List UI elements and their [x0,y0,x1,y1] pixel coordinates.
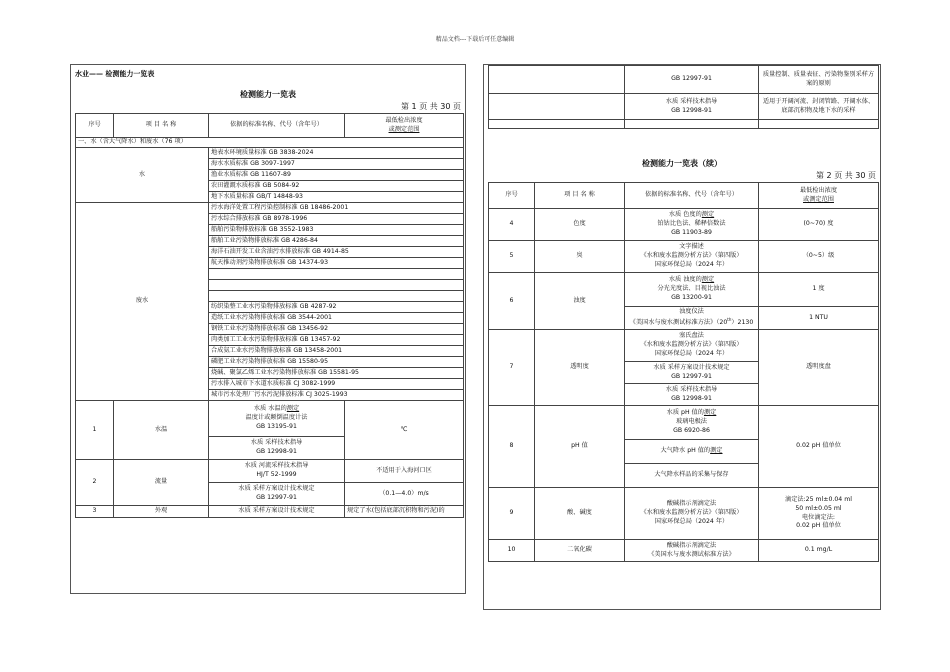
water-standard: 地表水环境质量标准 GB 3838-2024 [209,148,464,159]
range-cell: 规定了水(包括底部沉积物和污泥)的 [345,506,464,518]
water-standard: 农田灌溉水质标准 GB 5084-92 [209,181,464,192]
col-header-no: 序号 [76,114,114,138]
page-1 [70,64,466,594]
row-number: 7 [489,330,535,406]
waste-standard [209,291,464,302]
table-row [489,488,879,540]
range-cell: 透明度盘 [759,330,879,406]
range-cell: 1 NTU [759,307,879,330]
standard-cell: 酸碱指示剂滴定法 《美国水与废水测试标准方法》 [625,540,759,562]
blank-cell [489,94,625,120]
waste-standard: 污水海洋处置工程污染控制标准 GB 18486-2001 [209,203,464,214]
standard-cell: 水质 采样方案设计技术规定 GB 12997-91 [209,483,345,506]
row-number: 2 [76,460,114,506]
page-title: 检测能力一览表 [240,90,296,99]
table-row [76,401,464,437]
table-header-row [76,114,464,138]
page-title: 检测能力一览表（续） [642,159,722,168]
blank-cell [759,120,879,129]
row-number: 1 [76,401,114,460]
standard-cell: 塞氏盘法 《水和废水监测分析方法》（第四版） 国家环保总局（2024 年） [625,330,759,362]
item-name: 水温 [114,401,209,460]
water-standard: 海水水质标准 GB 3097-1997 [209,159,464,170]
row-number: 10 [489,540,535,562]
desc-cell: 适用于开阔河流、封闭管路、开阔水体、底部沉积物及地下水的采样 [759,94,879,120]
item-name: 浊度 [535,273,625,330]
row-number: 4 [489,209,535,241]
standard-cell: 水质 色度的测定 铂钴比色法、稀释倍数法 GB 11903-89 [625,209,759,241]
table-row [489,330,879,362]
standard-cell: 水质 浊度的测定 分光光度法、目视比浊法 GB 13200-91 [625,273,759,307]
row-number: 8 [489,406,535,488]
item-name: 二氧化碳 [535,540,625,562]
col-header-range: 最低检出浓度 或测定范围 [759,183,879,209]
item-name: 酸、碱度 [535,488,625,540]
col-header-standard: 依据的标准名称、代号（含年号） [625,183,759,209]
range-cell: （0~5）级 [759,241,879,273]
item-name: 流量 [114,460,209,506]
waste-standard [209,280,464,291]
item-name: 臭 [535,241,625,273]
range-cell: 0.1 mg/L [759,540,879,562]
row-number: 5 [489,241,535,273]
col-header-item: 项 目 名 称 [114,114,209,138]
table-row [76,460,464,483]
range-cell: (0~70) 度 [759,209,879,241]
row-number: 6 [489,273,535,330]
waste-standard: 海洋石油开发工业含油污水排放标准 GB 4914-85 [209,247,464,258]
continued-table [488,65,879,129]
capability-table [75,113,464,518]
range-cell: ℃ [345,401,464,460]
waste-standard: 烧碱、聚氯乙烯工业水污染物排放标准 GB 15581-95 [209,368,464,379]
waste-standard [209,269,464,280]
page-number: 第 2 页 共 30 页 [816,171,876,180]
standard-cell: 水质 水温的测定 温度计或颠倒温度计法 GB 13195-91 [209,401,345,437]
water-standard: 渔业水质标准 GB 11607-89 [209,170,464,181]
waste-standard: 城市污水处理厂污水污泥排放标准 CJ 3025-1993 [209,390,464,401]
table-header-row [489,183,879,209]
document-header-note: 精品文档---下载后可任意编辑 [435,36,515,43]
col-header-range: 最低检出浓度 或测定范围 [345,114,464,138]
waste-standard: 污水综合排放标准 GB 8978-1996 [209,214,464,225]
waste-standard: 纺织染整工业水污染物排放标准 GB 4287-92 [209,302,464,313]
range-cell: 滴定法:25 ml±0.04 ml 50 ml±0.05 ml 电位滴定法: 0.02 pH 值单位 [759,488,879,540]
waste-standard: 船舶污染物排放标准 GB 3552-1983 [209,225,464,236]
standard-cell: 大气降水样品的采集与保存 [625,464,759,488]
standard-cell: 水质 pH 值的测定 玻璃电极法 GB 6920-86 [625,406,759,440]
page-2 [483,64,881,610]
water-label: 水 [76,148,209,203]
waste-standard: 污水排入城市下水道水质标准 CJ 3082-1999 [209,379,464,390]
waste-standard: 船舶工业污染物排放标准 GB 4286-84 [209,236,464,247]
desc-cell: 质量控制、质量表征、污染物鉴别采样方案的原则 [759,66,879,94]
standard-cell: 水质 采样技术指导 GB 12998-91 [209,437,345,460]
blank-cell [489,66,625,94]
table-row [489,94,879,120]
item-name: pH 值 [535,406,625,488]
row-number: 9 [489,488,535,540]
range-cell: （0.1—4.0）m/s [345,483,464,506]
blank-cell [625,120,759,129]
col-header-standard: 依据的标准名称、代号（含年号） [209,114,345,138]
table-row [489,273,879,307]
range-cell: 1 度 [759,273,879,307]
standard-cell: 水质 采样技术指导 GB 12998-91 [625,94,759,120]
waste-standard: 造纸工业水污染物排放标准 GB 3544-2001 [209,313,464,324]
water-standard: 地下水质量标准 GB/T 14848-93 [209,192,464,203]
standard-cell: 水质 河流采样技术指导 HJ/T 52-1999 [209,460,345,483]
range-cell: 0.02 pH 值单位 [759,406,879,488]
standard-cell: 酸碱指示剂滴定法 《水和废水监测分析方法》（第四版） 国家环保总局（2024 年） [625,488,759,540]
standard-cell: 水质 采样技术指导 GB 12998-91 [625,384,759,406]
page-number: 第 1 页 共 30 页 [401,102,461,111]
col-header-item: 项 目 名 称 [535,183,625,209]
standard-cell: 水质 采样方案设计技术规定 [209,506,345,518]
group-row: 一、水（含大气降水）和废水（76 项） [76,138,464,148]
waste-standard: 磷肥工业水污染物排放标准 GB 15580-95 [209,357,464,368]
range-cell: 不适用于入海河口区 [345,460,464,483]
table-row [489,241,879,273]
standard-cell: GB 12997-91 [625,66,759,94]
standard-cell: 浊度仪法 《美国水与废水测试标准方法》（20th）2130 [625,307,759,330]
waste-standard: 肉类加工工业水污染物排放标准 GB 13457-92 [209,335,464,346]
table-row [76,506,464,518]
table-row [489,209,879,241]
waste-standard: 合成氨工业水污染物排放标准 GB 13458-2001 [209,346,464,357]
table-row [489,540,879,562]
standard-cell: 文字描述 《水和废水监测分析方法》（第四版） 国家环保总局（2024 年） [625,241,759,273]
table-row [489,406,879,440]
capability-table [488,182,879,562]
waste-standard: 航天推动剂污染物排放标准 GB 14374-93 [209,258,464,269]
item-name: 外观 [114,506,209,518]
section-title: 水业—— 检测能力一览表 [75,70,155,78]
item-name: 透明度 [535,330,625,406]
waste-standard: 钢铁工业水污染物排放标准 GB 13456-92 [209,324,464,335]
col-header-no: 序号 [489,183,535,209]
standard-cell: 大气降水 pH 值的测定 [625,440,759,464]
blank-cell [489,120,625,129]
row-number: 3 [76,506,114,518]
table-row [489,66,879,94]
waste-label: 废水 [76,203,209,401]
item-name: 色度 [535,209,625,241]
standard-cell: 水质 采样方案设计技术规定 GB 12997-91 [625,362,759,384]
